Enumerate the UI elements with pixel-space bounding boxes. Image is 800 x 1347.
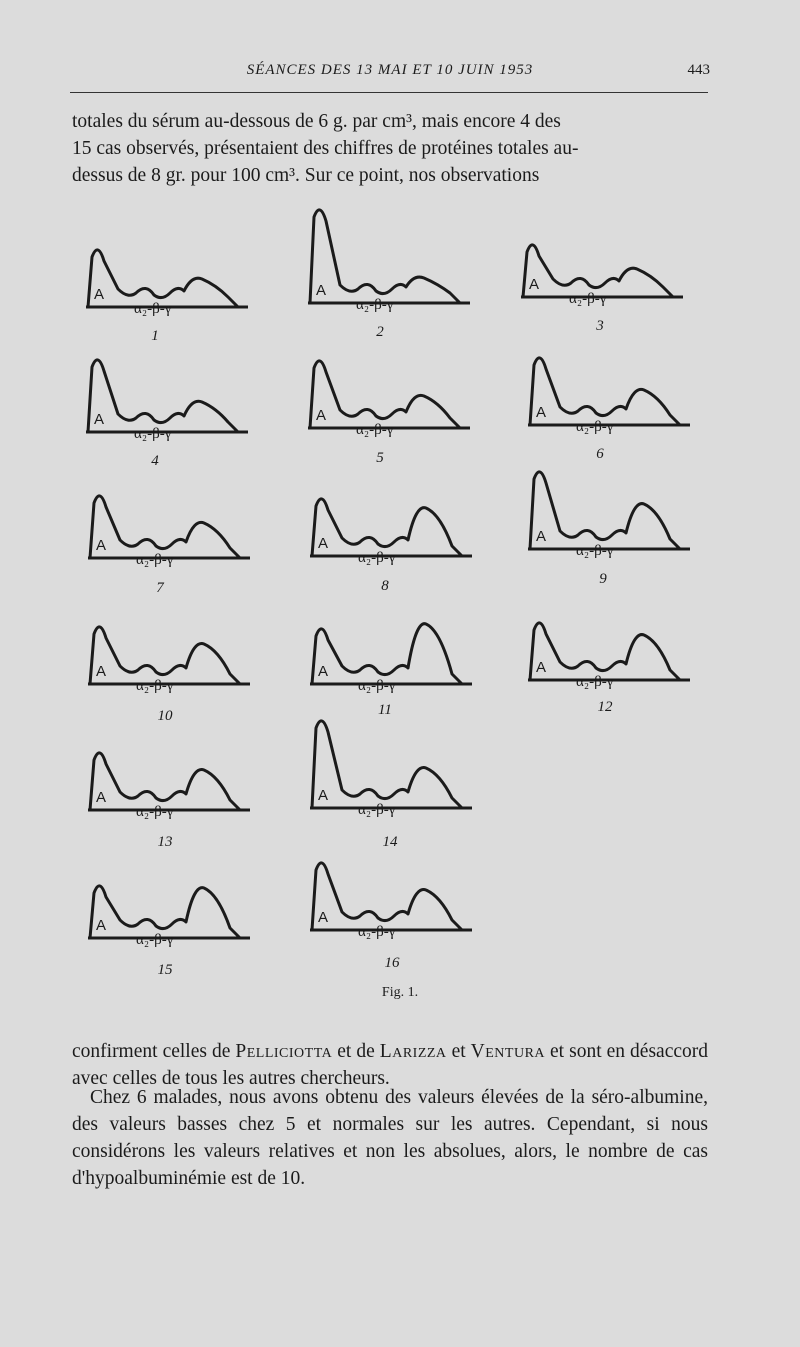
albumin-label: A	[316, 282, 327, 299]
electrophoresis-panel	[528, 358, 690, 462]
fraction-labels: α₂-β-γ	[136, 932, 174, 948]
running-title: SÉANCES DES 13 MAI ET 10 JUIN 1953	[246, 62, 534, 78]
albumin-label: A	[318, 787, 329, 804]
albumin-label: A	[94, 286, 105, 303]
protein-curve	[90, 753, 240, 810]
panel-number: 2	[376, 324, 384, 340]
fraction-labels: α₂-β-γ	[358, 924, 396, 940]
protein-curve	[312, 624, 462, 684]
electrophoresis-panel	[521, 245, 683, 334]
fraction-labels: α₂-β-γ	[576, 419, 614, 435]
protein-curve	[530, 472, 680, 549]
protein-curve	[88, 360, 238, 432]
electrophoresis-panel	[86, 250, 248, 344]
albumin-label: A	[94, 411, 105, 428]
albumin-label: A	[318, 663, 329, 680]
text-run: et de	[337, 1041, 375, 1062]
panel-number: 11	[378, 702, 392, 718]
panel-number: 12	[597, 699, 613, 715]
albumin-label: A	[536, 659, 547, 676]
fraction-labels: α₂-β-γ	[136, 804, 174, 820]
protein-curve	[530, 623, 680, 680]
panel-number: 1	[151, 328, 159, 344]
electrophoresis-panel	[310, 499, 472, 594]
electrophoresis-panel	[308, 361, 470, 466]
paragraph-results: Chez 6 malades, nous avons obtenu des valeurs élevées de la séro-albumine, des valeurs basses chez 5 et normales sur les autres. Cependant, si nous considérons les valeurs relatives et non les absolues, alors, le nombre de cas d'hypoalbuminémie est de 10.	[72, 1087, 708, 1189]
protein-curve	[88, 250, 238, 307]
albumin-label: A	[316, 407, 327, 424]
electrophoresis-panel	[528, 623, 690, 715]
albumin-label: A	[96, 537, 107, 554]
author-name: Pelliciotta	[235, 1041, 333, 1062]
protein-curve	[310, 210, 460, 303]
panel-number: 7	[156, 580, 164, 596]
panel-number: 13	[157, 834, 173, 850]
albumin-label: A	[536, 404, 547, 421]
fraction-labels: α₂-β-γ	[358, 550, 396, 566]
text-line: dessus de 8 gr. pour 100 cm³. Sur ce point, nos observations	[72, 165, 540, 186]
fraction-labels: α₂-β-γ	[134, 301, 172, 317]
fraction-labels: α₂-β-γ	[136, 552, 174, 568]
electrophoresis-panel	[310, 721, 472, 850]
protein-curve	[523, 245, 673, 297]
fraction-labels: α₂-β-γ	[358, 802, 396, 818]
albumin-label: A	[318, 909, 329, 926]
figure-caption: Fig. 1.	[381, 985, 419, 1000]
panel-number: 16	[384, 955, 400, 971]
panel-number: 14	[382, 834, 398, 850]
fraction-labels: α₂-β-γ	[358, 678, 396, 694]
text-line: totales du sérum au-dessous de 6 g. par cm³, mais encore 4 des	[72, 111, 561, 132]
panel-number: 3	[596, 318, 604, 334]
albumin-label: A	[96, 789, 107, 806]
author-name: Larizza	[379, 1041, 447, 1062]
panel-number: 10	[157, 708, 173, 724]
text-run: et sont en désaccord avec celles de tous les autres chercheurs.	[72, 1041, 709, 1089]
author-name: Ventura	[470, 1041, 546, 1062]
protein-curve	[530, 358, 680, 425]
protein-curve	[312, 499, 462, 556]
electrophoresis-panel	[88, 627, 250, 724]
panel-number: 4	[151, 453, 159, 469]
albumin-label: A	[96, 917, 107, 934]
text-run: confirment celles de	[72, 1041, 231, 1062]
albumin-label: A	[536, 528, 547, 545]
electrophoresis-panel	[88, 886, 250, 978]
protein-curve	[90, 627, 240, 684]
protein-curve	[90, 496, 240, 558]
panel-number: 6	[596, 446, 604, 462]
fraction-labels: α₂-β-γ	[356, 422, 394, 438]
page-number: 443	[687, 62, 710, 78]
electrophoresis-panel	[88, 496, 250, 596]
fraction-labels: α₂-β-γ	[356, 297, 394, 313]
electrophoresis-panel	[310, 863, 472, 971]
panel-number: 15	[157, 962, 173, 978]
protein-curve	[310, 361, 460, 428]
fraction-labels: α₂-β-γ	[136, 678, 174, 694]
fraction-labels: α₂-β-γ	[569, 291, 607, 307]
text-line: 15 cas observés, présentaient des chiffres de protéines totales au-	[72, 138, 579, 159]
electrophoresis-panel	[88, 753, 250, 850]
albumin-label: A	[529, 276, 540, 293]
protein-curve	[312, 863, 462, 930]
fraction-labels: α₂-β-γ	[576, 674, 614, 690]
fraction-labels: α₂-β-γ	[134, 426, 172, 442]
panel-number: 8	[381, 578, 389, 594]
protein-curve	[90, 886, 240, 938]
electrophoresis-panel	[528, 472, 690, 587]
panel-number: 9	[599, 571, 607, 587]
text-run: et	[451, 1041, 466, 1062]
panel-number: 5	[376, 450, 384, 466]
albumin-label: A	[96, 663, 107, 680]
protein-curve	[312, 721, 462, 808]
fraction-labels: α₂-β-γ	[576, 543, 614, 559]
electrophoresis-panel	[308, 210, 470, 340]
electrophoresis-panel	[310, 624, 472, 718]
electrophoresis-panel	[86, 360, 248, 469]
albumin-label: A	[318, 535, 329, 552]
